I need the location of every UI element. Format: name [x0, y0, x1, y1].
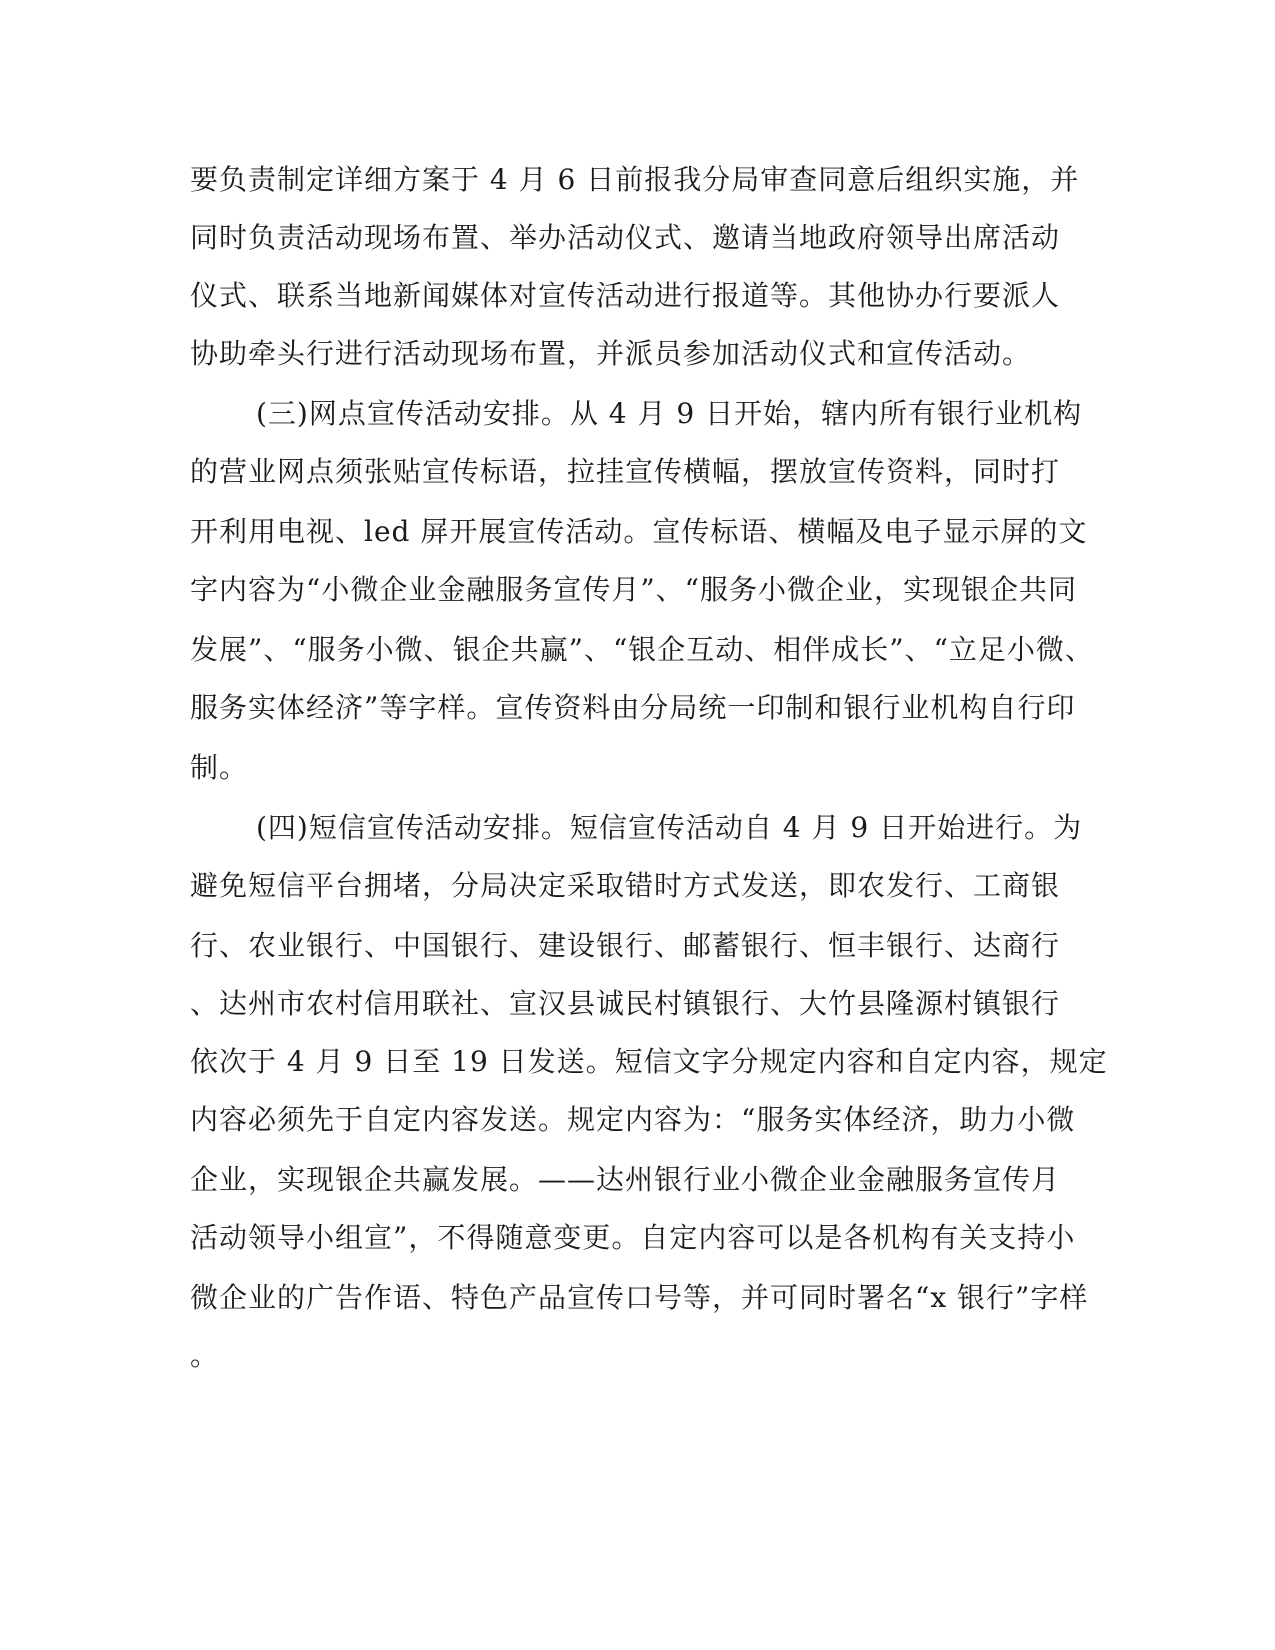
text-line: 服务实体经济”等字样。宣传资料由分局统一印制和银行业机构自行印 [190, 691, 1076, 724]
text-line: 内容必须先于自定内容发送。规定内容为：“服务实体经济，助力小微 [190, 1103, 1076, 1136]
text-line: 仪式、联系当地新闻媒体对宣传活动进行报道等。其他协办行要派人 [190, 279, 1061, 312]
text-line: 同时负责活动现场布置、举办活动仪式、邀请当地政府领导出席活动 [190, 221, 1061, 254]
text-line: 要负责制定详细方案于 4 月 6 日前报我分局审查同意后组织实施，并 [190, 163, 1080, 196]
paragraph-heading-line: (四)短信宣传活动安排。短信宣传活动自 4 月 9 日开始进行。为 [256, 811, 1083, 844]
text-line: 开利用电视、led 屏开展宣传活动。宣传标语、横幅及电子显示屏的文 [190, 515, 1088, 548]
text-line: 的营业网点须张贴宣传标语，拉挂宣传横幅，摆放宣传资料，同时打 [190, 455, 1061, 488]
text-line: 。 [190, 1339, 220, 1372]
text-line: 活动领导小组宣”，不得随意变更。自定内容可以是各机构有关支持小 [190, 1221, 1076, 1254]
text-line: 制。 [190, 751, 249, 784]
text-line: 发展”、“服务小微、银企共赢”、“银企互动、相伴成长”、“立足小微、 [190, 633, 1094, 666]
text-line: 避免短信平台拥堵，分局决定采取错时方式发送，即农发行、工商银 [190, 869, 1061, 902]
text-line: 企业，实现银企共赢发展。——达州银行业小微企业金融服务宣传月 [190, 1163, 1061, 1196]
text-line: 协助牵头行进行活动现场布置，并派员参加活动仪式和宣传活动。 [190, 337, 1032, 370]
text-line: 微企业的广告作语、特色产品宣传口号等，并可同时署名“x 银行”字样 [190, 1281, 1089, 1314]
text-line: 依次于 4 月 9 日至 19 日发送。短信文字分规定内容和自定内容，规定 [190, 1045, 1108, 1078]
text-line: 字内容为“小微企业金融服务宣传月”、“服务小微企业，实现银企共同 [190, 573, 1077, 606]
text-line: 行、农业银行、中国银行、建设银行、邮蓄银行、恒丰银行、达商行 [190, 929, 1061, 962]
text-line: 、达州市农村信用联社、宣汉县诚民村镇银行、大竹县隆源村镇银行 [190, 987, 1061, 1020]
paragraph-heading-line: (三)网点宣传活动安排。从 4 月 9 日开始，辖内所有银行业机构 [256, 397, 1083, 430]
